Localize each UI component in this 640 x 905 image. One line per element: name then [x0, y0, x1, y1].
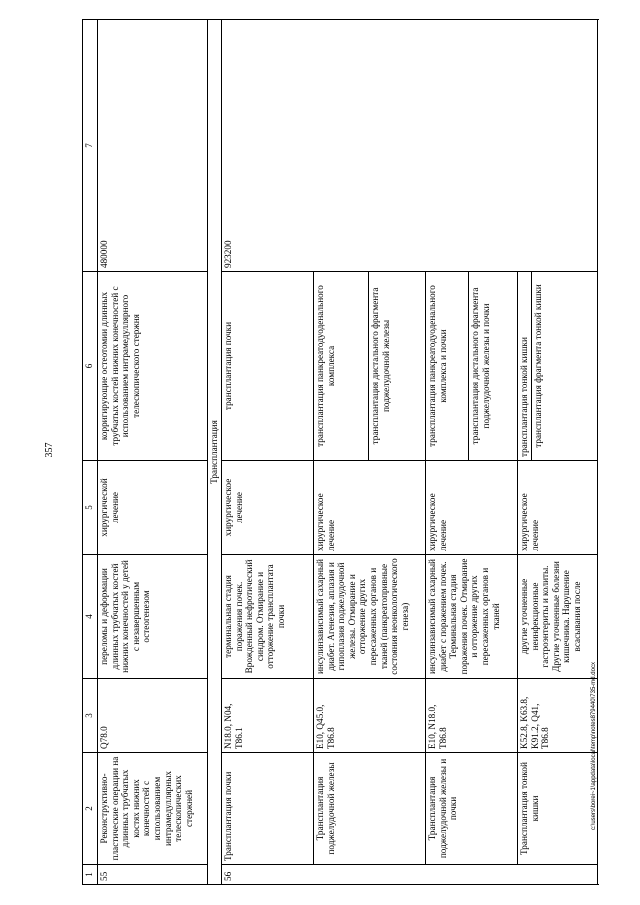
table-row-55 — [98, 20, 208, 885]
patient-model: инсулинзависимый сахарный диабет с поражением почек. Терминальная стадия поражения почек. Отмирание и отторжение других пересаженных органов и тканей — [426, 555, 518, 679]
column-number: 1 — [83, 865, 98, 885]
section-row — [208, 20, 222, 885]
treatment-methods-cell — [426, 272, 518, 461]
column-number: 3 — [83, 679, 98, 753]
patient-model: другие уточненные неинфекционные гастроэнтериты и колиты. Другие уточненные болезни кишечника. Нарушение всасывания после — [518, 555, 598, 679]
services-table — [82, 19, 598, 885]
treatment-type: хирургическое лечение — [426, 461, 518, 555]
column-number: 7 — [83, 20, 98, 272]
treatment-method: трансплантация панкреатодуоденального комплекса — [314, 272, 369, 460]
treatment-method: трансплантация дистального фрагмента поджелудочной железы и почки — [470, 287, 491, 445]
rotated-table-container — [82, 20, 602, 885]
column-number: 2 — [83, 753, 98, 865]
table-row-56 — [222, 20, 314, 885]
treatment-methods-cell — [314, 272, 426, 461]
norm-value: 480000 — [98, 20, 208, 272]
treatment-method: трансплантация панкреатодуоденального комплекса и почки — [426, 272, 469, 460]
icd-codes: E10, Q45.0, T86.8 — [314, 679, 426, 753]
service-name: Трансплантация почки — [222, 753, 314, 865]
icd-codes: N18.0, N04, T86.1 — [222, 679, 314, 753]
column-number: 6 — [83, 272, 98, 461]
section-title: Трансплантация — [208, 20, 222, 885]
service-name: Трансплантация поджелудочной железы — [314, 753, 426, 865]
patient-model: инсулинзависимый сахарный диабет. Агенезия, аплазия и гипоплазия поджелудочной железы. Отмирание и отторжение других пересаженных органов и тканей (панкреатопривные состояния неонкологического генеза) — [314, 555, 426, 679]
treatment-type: хирургическое лечение — [518, 461, 598, 555]
patient-model: терминальная стадия поражения почек. Врожденный нефротический синдром. Отмирание и отторжение трансплантата почки — [222, 555, 314, 679]
column-number: 5 — [83, 461, 98, 555]
treatment-type: хирургической лечение — [98, 461, 208, 555]
service-name: Реконструктивно-пластические операции на длинных трубчатых костях нижних конечностей с использованием интрамедуллярных телескопических стержней — [98, 753, 208, 865]
service-name: Трансплантация тонкой кишки — [518, 753, 598, 865]
treatment-type: хирургическое лечение — [222, 461, 314, 555]
treatment-type: хирургическое лечение — [314, 461, 426, 555]
row-number: 56 — [222, 865, 598, 885]
patient-model: переломы и деформации длинных трубчатых костей нижних конечностей у детей с незавершенным остеогенезом — [98, 555, 208, 679]
icd-codes: E10, N18.0, T86.8 — [426, 679, 518, 753]
treatment-method: трансплантация почки — [222, 272, 314, 461]
column-number: 4 — [83, 555, 98, 679]
treatment-methods-cell — [518, 272, 598, 461]
norm-value: 923200 — [222, 20, 598, 272]
icd-codes: Q78.0 — [98, 679, 208, 753]
footer-path: c:\users\borei~1\appdata\local\temp\notes879440\735-md.docx — [591, 662, 597, 830]
treatment-method: трансплантация тонкой кишки — [518, 272, 532, 460]
column-number-row — [83, 20, 98, 885]
treatment-method: корригирующие остеотомии длинных трубчатых костей нижних конечностей с использованием интрамедуллярного телескопического стержня — [98, 272, 208, 461]
service-name: Трансплантация поджелудочной железы и почки — [426, 753, 518, 865]
page-number: 357 — [44, 442, 55, 458]
treatment-method: трансплантация фрагмента тонкой кишки — [532, 284, 543, 448]
row-number: 55 — [98, 865, 208, 885]
treatment-method: трансплантация дистального фрагмента поджелудочной железы — [370, 287, 391, 445]
icd-codes: K52.8, K63.8, K91.2, Q41, T86.8 — [518, 679, 598, 753]
